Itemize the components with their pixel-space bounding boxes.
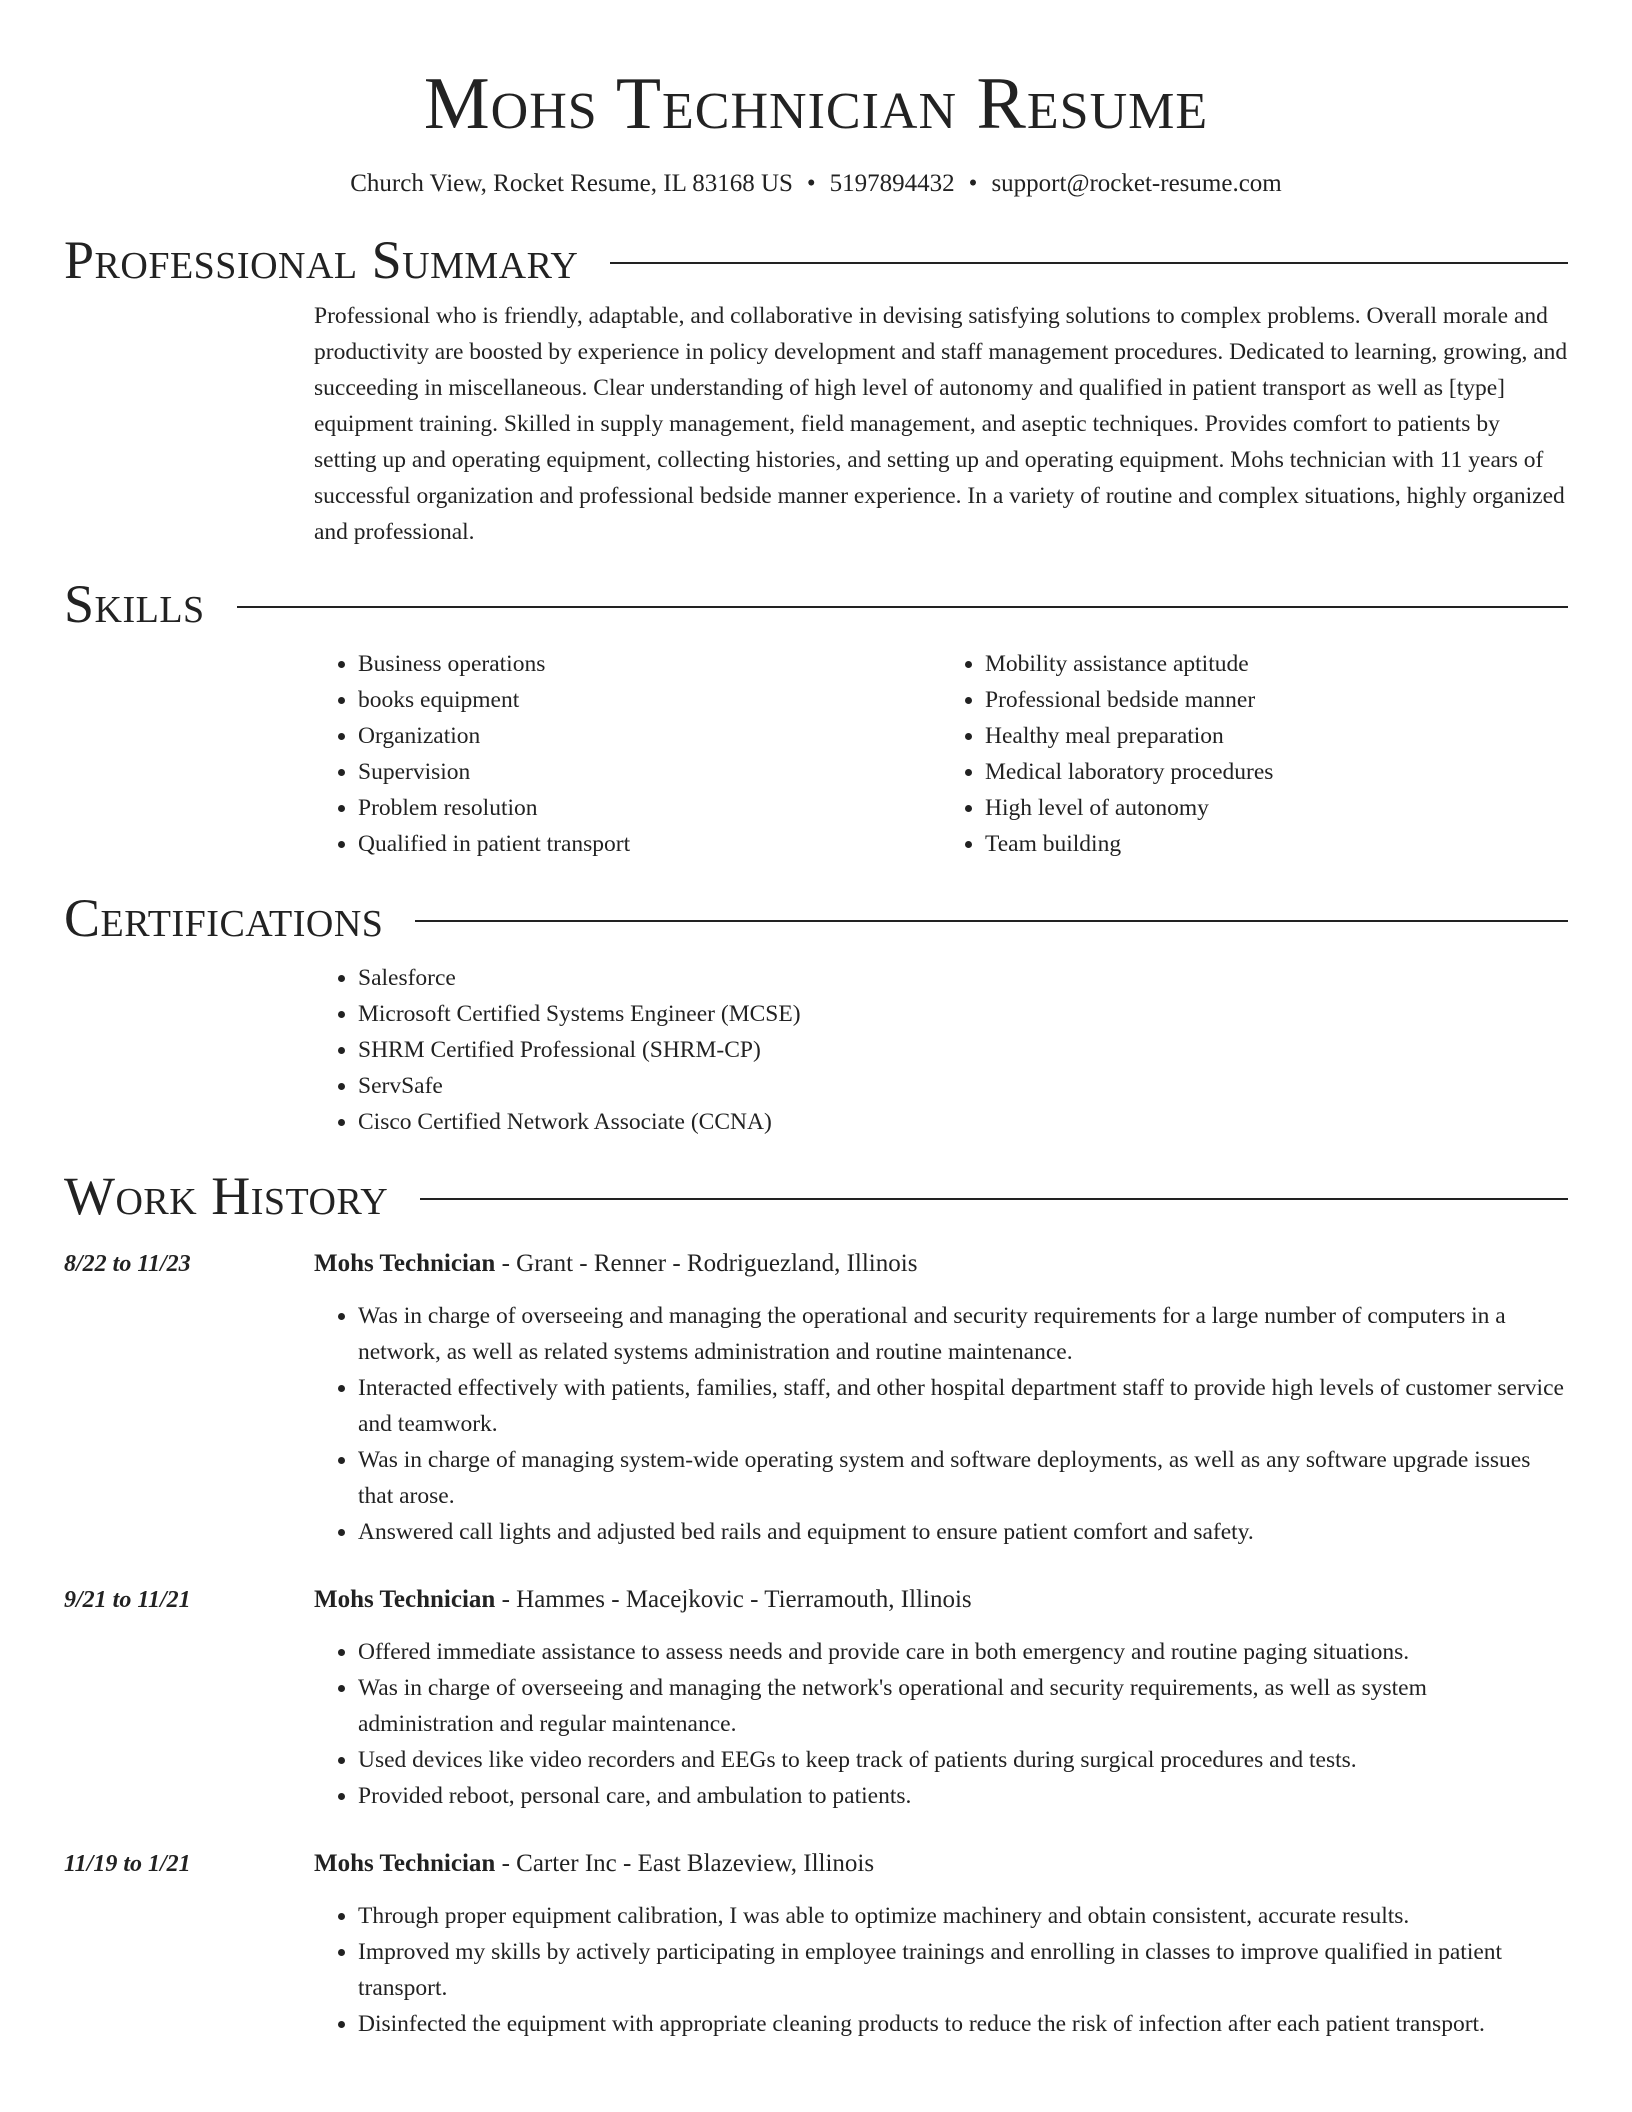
- resume-page: [64, 0, 1568, 2076]
- section-divider: [420, 1198, 1568, 1200]
- job-bullet: • Improved my skills by actively participating in employee trainings and enrolling in classes to improve qualified in patient transport.: [358, 1934, 1568, 2006]
- skill-item: • Problem resolution: [358, 790, 941, 826]
- job-responsibilities: [314, 1634, 1568, 1814]
- section-divider: [415, 920, 1568, 922]
- skills-section-title: Skills: [64, 574, 205, 634]
- skill-item: • Supervision: [358, 754, 941, 790]
- job-employer: - Grant - Renner - Rodriguezland, Illinois: [495, 1250, 918, 1277]
- summary-section-header: [64, 230, 1568, 290]
- contact-phone: 5197894432: [829, 170, 955, 197]
- job-title: Mohs Technician: [314, 1250, 496, 1277]
- job-bullet: • Offered immediate assistance to assess needs and provide care in both emergency and routine paging situations.: [358, 1634, 1568, 1670]
- job-details: [314, 1248, 1568, 1550]
- section-divider: [610, 262, 1568, 264]
- job-bullet: • Interacted effectively with patients, families, staff, and other hospital department staff to provide high levels of customer service and teamwork.: [358, 1370, 1568, 1442]
- summary-text: Professional who is friendly, adaptable, and collaborative in devising satisfying solutions to complex problems. Overall morale and productivity are boosted by experience in policy development and staff management procedures. Dedicated to learning, growing, and succeeding in miscellaneous. Clear understanding of high level of autonomy and qualified in patient transport as well as [type] equipment training. Skilled in supply management, field management, and aseptic techniques. Provides comfort to patients by setting up and operating equipment, collecting histories, and setting up and operating equipment. Mohs technician with 11 years of successful organization and professional bedside manner experience. In a variety of routine and complex situations, highly organized and professional.: [314, 303, 1568, 545]
- job-bullet: • Through proper equipment calibration, I was able to optimize machinery and obtain consistent, accurate results.: [358, 1898, 1568, 1934]
- skill-item: • books equipment: [358, 682, 941, 718]
- work-section-header: [64, 1166, 1568, 1226]
- certification-item: • ServSafe: [358, 1068, 1568, 1104]
- certification-item: • SHRM Certified Professional (SHRM-CP): [358, 1032, 1568, 1068]
- job-heading: [314, 1584, 1568, 1616]
- certification-item: • Microsoft Certified Systems Engineer (MCSE): [358, 996, 1568, 1032]
- job-bullet: • Provided reboot, personal care, and ambulation to patients.: [358, 1778, 1568, 1814]
- summary-section-title: Professional Summary: [64, 230, 579, 290]
- job-details: [314, 1584, 1568, 1814]
- skill-item: • Organization: [358, 718, 941, 754]
- certifications-section-header: [64, 888, 1568, 948]
- job-heading: [314, 1248, 1568, 1280]
- job-bullet: • Answered call lights and adjusted bed rails and equipment to ensure patient comfort and safety.: [358, 1514, 1568, 1550]
- job-title: Mohs Technician: [314, 1850, 496, 1877]
- job-bullet: • Was in charge of managing system-wide operating system and software deployments, as well as any software upgrade issues that arose.: [358, 1442, 1568, 1514]
- certification-item: • Cisco Certified Network Associate (CCNA): [358, 1104, 1568, 1140]
- contact-separator: •: [806, 170, 816, 197]
- skills-section-header: [64, 574, 1568, 634]
- job-employer: - Hammes - Macejkovic - Tierramouth, Illinois: [495, 1586, 972, 1613]
- job-bullet: • Was in charge of overseeing and managing the operational and security requirements for a large number of computers in a network, as well as related systems administration and routine maintenance.: [358, 1298, 1568, 1370]
- skills-column-right: [941, 646, 1568, 862]
- skill-item: • Medical laboratory procedures: [985, 754, 1568, 790]
- job-title: Mohs Technician: [314, 1586, 496, 1613]
- job-responsibilities: [314, 1898, 1568, 2042]
- certifications-body: [314, 960, 1568, 1140]
- job-employer: - Carter Inc - East Blazeview, Illinois: [495, 1850, 875, 1877]
- job-bullet: • Disinfected the equipment with appropriate cleaning products to reduce the risk of infection after each patient transport.: [358, 2006, 1568, 2042]
- job-date: 11/19 to 1/21: [64, 1851, 191, 1877]
- job-entry: [64, 1248, 1568, 1550]
- job-date: 8/22 to 11/23: [64, 1251, 191, 1277]
- job-details: [314, 1848, 1568, 2042]
- skill-item: • Business operations: [358, 646, 941, 682]
- contact-line: [64, 168, 1568, 200]
- skill-item: • Team building: [985, 826, 1568, 862]
- contact-email: support@rocket-resume.com: [991, 170, 1282, 197]
- skill-item: • Mobility assistance aptitude: [985, 646, 1568, 682]
- job-entry: [64, 1848, 1568, 2042]
- summary-body: [314, 298, 1568, 550]
- certifications-list: [314, 960, 1568, 1140]
- job-date: 9/21 to 11/21: [64, 1587, 191, 1613]
- certification-item: • Salesforce: [358, 960, 1568, 996]
- skills-column-left: [314, 646, 941, 862]
- job-bullet: • Used devices like video recorders and EEGs to keep track of patients during surgical procedures and tests.: [358, 1742, 1568, 1778]
- job-responsibilities: [314, 1298, 1568, 1550]
- certifications-section-title: Certifications: [64, 888, 384, 948]
- section-divider: [237, 606, 1568, 608]
- contact-separator: •: [968, 170, 978, 197]
- contact-address: Church View, Rocket Resume, IL 83168 US: [350, 170, 793, 197]
- job-heading: [314, 1848, 1568, 1880]
- skills-list: [314, 646, 1568, 862]
- work-history-list: [64, 1248, 1568, 2042]
- skill-item: • High level of autonomy: [985, 790, 1568, 826]
- job-entry: [64, 1584, 1568, 1814]
- skill-item: • Healthy meal preparation: [985, 718, 1568, 754]
- resume-name: Mohs Technician Resume: [423, 63, 1209, 145]
- work-section-title: Work History: [64, 1166, 389, 1226]
- skill-item: • Qualified in patient transport: [358, 826, 941, 862]
- skill-item: • Professional bedside manner: [985, 682, 1568, 718]
- job-bullet: • Was in charge of overseeing and managing the network's operational and security requirements, as well as system administration and regular maintenance.: [358, 1670, 1568, 1742]
